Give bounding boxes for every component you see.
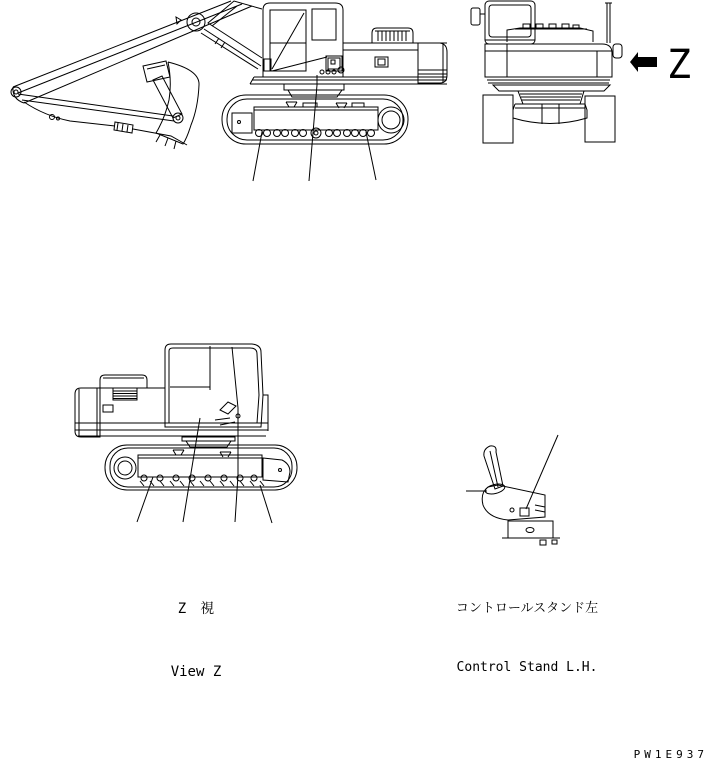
work-equipment-boom-arm-bucket (11, 1, 262, 149)
excavator-side-view-drawing (0, 0, 455, 195)
view-z-drawing (70, 340, 400, 530)
drawing-code: PW1E937 (633, 748, 708, 761)
view-direction-arrow-icon (630, 52, 657, 72)
control-stand-label (424, 560, 630, 716)
control-stand-drawing (440, 425, 590, 550)
rear-view-body (471, 1, 622, 143)
leader-line-control-stand (526, 435, 558, 509)
control-stand-label-en: Control Stand L.H. (456, 659, 598, 675)
control-stand-body (466, 446, 560, 545)
viewz-upper-structure (75, 344, 268, 437)
view-z-label-ja: Z 視 (177, 601, 215, 617)
view-z-label (128, 557, 264, 725)
viewz-undercarriage (105, 437, 297, 490)
upper-structure-cab-body (250, 3, 447, 85)
control-stand-label-ja: コントロールスタンド左 (455, 601, 599, 616)
view-z-label-en: View Z (170, 664, 222, 680)
view-direction-letter: Z (667, 42, 692, 88)
track-shoe-hatching (140, 481, 264, 486)
leader-lines-view-z (137, 347, 272, 523)
viewz-track-rollers (141, 475, 257, 481)
